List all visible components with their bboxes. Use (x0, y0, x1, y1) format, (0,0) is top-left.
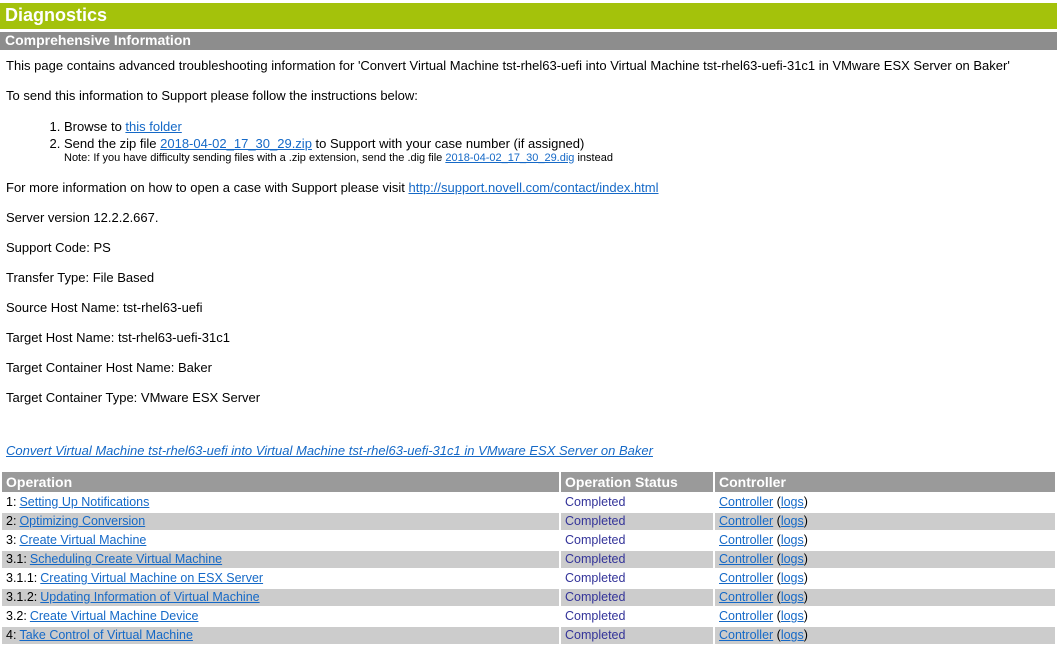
zip-file-link[interactable]: 2018-04-02_17_30_29.zip (160, 136, 312, 151)
transfer-type-text: Transfer Type: File Based (6, 270, 155, 285)
operation-number: 1: (6, 495, 17, 509)
paren-open: ( (773, 609, 781, 623)
table-row (2, 513, 1055, 530)
source-host-text: Source Host Name: tst-rhel63-uefi (6, 300, 203, 315)
instruction-step-2 (64, 135, 1057, 165)
page-title: Diagnostics (0, 3, 1057, 29)
support-url-link[interactable]: http://support.novell.com/contact/index.html (408, 180, 659, 195)
operation-link[interactable]: Optimizing Conversion (19, 514, 146, 528)
step2-text: Send the zip file (64, 136, 161, 151)
logs-link[interactable]: logs (780, 552, 804, 566)
controller-link[interactable]: Controller (719, 571, 774, 585)
operation-link[interactable]: Scheduling Create Virtual Machine (29, 552, 223, 566)
logs-link[interactable]: logs (780, 533, 804, 547)
paren-open: ( (773, 495, 781, 509)
operation-cell (2, 494, 559, 511)
controller-cell (715, 589, 1055, 606)
table-row (2, 570, 1055, 587)
logs-link[interactable]: logs (780, 514, 804, 528)
operation-status: Completed (565, 609, 626, 623)
step2-suffix-text: to Support with your case number (if assigned) (311, 136, 585, 151)
send-instructions-text: To send this information to Support please follow the instructions below: (6, 88, 418, 103)
column-header-controller: Controller (715, 472, 1055, 492)
paren-open: ( (773, 552, 781, 566)
operation-link[interactable]: Setting Up Notifications (19, 495, 150, 509)
operation-link[interactable]: Create Virtual Machine (19, 533, 147, 547)
status-cell (561, 494, 713, 511)
controller-cell (715, 494, 1055, 511)
target-container-type-text: Target Container Type: VMware ESX Server (6, 390, 261, 405)
controller-cell (715, 570, 1055, 587)
column-header-operation: Operation (2, 472, 559, 492)
operation-number: 3.1.1: (6, 571, 38, 585)
table-row (2, 494, 1055, 511)
operation-status: Completed (565, 628, 626, 642)
operation-link[interactable]: Creating Virtual Machine on ESX Server (40, 571, 264, 585)
target-container-host-text: Target Container Host Name: Baker (6, 360, 212, 375)
operation-status: Completed (565, 514, 626, 528)
controller-link[interactable]: Controller (719, 552, 774, 566)
section-title: Comprehensive Information (0, 32, 1057, 50)
operation-status: Completed (565, 552, 626, 566)
logs-link[interactable]: logs (780, 609, 804, 623)
operation-cell (2, 513, 559, 530)
job-link[interactable]: Convert Virtual Machine tst-rhel63-uefi into Virtual Machine tst-rhel63-uefi-31c1 in VMware ESX Server on Baker (6, 443, 653, 458)
dig-file-link[interactable]: 2018-04-02_17_30_29.dig (445, 152, 575, 164)
paren-open: ( (773, 571, 781, 585)
step1-text: Browse to (64, 119, 126, 134)
controller-cell (715, 532, 1055, 549)
paren-open: ( (773, 533, 781, 547)
support-info-text (6, 180, 1057, 195)
note-suffix-text: instead (574, 152, 613, 164)
paren-open: ( (773, 514, 781, 528)
table-header-row (2, 472, 1055, 492)
operation-cell (2, 532, 559, 549)
operation-cell (2, 589, 559, 606)
status-cell (561, 608, 713, 625)
paren-close: ) (803, 533, 808, 547)
operation-cell (2, 627, 559, 644)
operation-number: 2: (6, 514, 17, 528)
target-host-text: Target Host Name: tst-rhel63-uefi-31c1 (6, 330, 230, 345)
operation-link[interactable]: Updating Information of Virtual Machine (40, 590, 260, 604)
table-row (2, 627, 1055, 644)
operation-link[interactable]: Take Control of Virtual Machine (19, 628, 193, 642)
status-cell (561, 627, 713, 644)
instruction-list (6, 118, 1057, 165)
operation-number: 3.1.2: (6, 590, 38, 604)
controller-link[interactable]: Controller (719, 533, 774, 547)
paren-open: ( (773, 590, 781, 604)
operation-link[interactable]: Create Virtual Machine Device (29, 609, 199, 623)
column-header-status: Operation Status (561, 472, 713, 492)
operation-status: Completed (565, 533, 626, 547)
support-prefix-text: For more information on how to open a case with Support please visit (6, 180, 409, 195)
paren-open: ( (773, 628, 781, 642)
server-version-text: Server version 12.2.2.667. (6, 210, 159, 225)
controller-link[interactable]: Controller (719, 514, 774, 528)
operation-cell (2, 551, 559, 568)
operation-number: 4: (6, 628, 17, 642)
operation-cell (2, 570, 559, 587)
main-content (0, 58, 1057, 458)
paren-close: ) (803, 552, 808, 566)
operation-number: 3: (6, 533, 17, 547)
controller-cell (715, 551, 1055, 568)
status-cell (561, 513, 713, 530)
status-cell (561, 589, 713, 606)
note-prefix-text: Note: If you have difficulty sending files with a .zip extension, send the .dig file (64, 152, 446, 164)
table-row (2, 551, 1055, 568)
operation-status: Completed (565, 495, 626, 509)
logs-link[interactable]: logs (780, 571, 804, 585)
controller-link[interactable]: Controller (719, 590, 774, 604)
controller-link[interactable]: Controller (719, 495, 774, 509)
controller-link[interactable]: Controller (719, 609, 774, 623)
status-cell (561, 532, 713, 549)
instruction-step-1 (64, 118, 1057, 135)
operation-cell (2, 608, 559, 625)
status-cell (561, 570, 713, 587)
operation-status: Completed (565, 590, 626, 604)
status-cell (561, 551, 713, 568)
controller-cell (715, 513, 1055, 530)
this-folder-link[interactable]: this folder (125, 119, 182, 134)
paren-close: ) (803, 609, 808, 623)
note-text (64, 152, 1057, 165)
controller-link[interactable]: Controller (719, 628, 774, 642)
paren-close: ) (803, 571, 808, 585)
paren-close: ) (803, 495, 808, 509)
paren-close: ) (803, 628, 808, 642)
logs-link[interactable]: logs (780, 590, 804, 604)
controller-cell (715, 608, 1055, 625)
support-code-text: Support Code: PS (6, 240, 111, 255)
intro-text: This page contains advanced troubleshooting information for 'Convert Virtual Machine tst-rhel63-uefi into Virtual Machine tst-rhel63-uefi-31c1 in VMware ESX Server on Baker' (6, 58, 1010, 73)
controller-cell (715, 627, 1055, 644)
paren-close: ) (803, 514, 808, 528)
operation-number: 3.2: (6, 609, 27, 623)
table-row (2, 608, 1055, 625)
paren-close: ) (803, 590, 808, 604)
logs-link[interactable]: logs (780, 628, 804, 642)
table-row (2, 532, 1055, 549)
operation-status: Completed (565, 571, 626, 585)
table-row (2, 589, 1055, 606)
operation-number: 3.1: (6, 552, 27, 566)
job-paragraph (6, 443, 1057, 458)
logs-link[interactable]: logs (780, 495, 804, 509)
